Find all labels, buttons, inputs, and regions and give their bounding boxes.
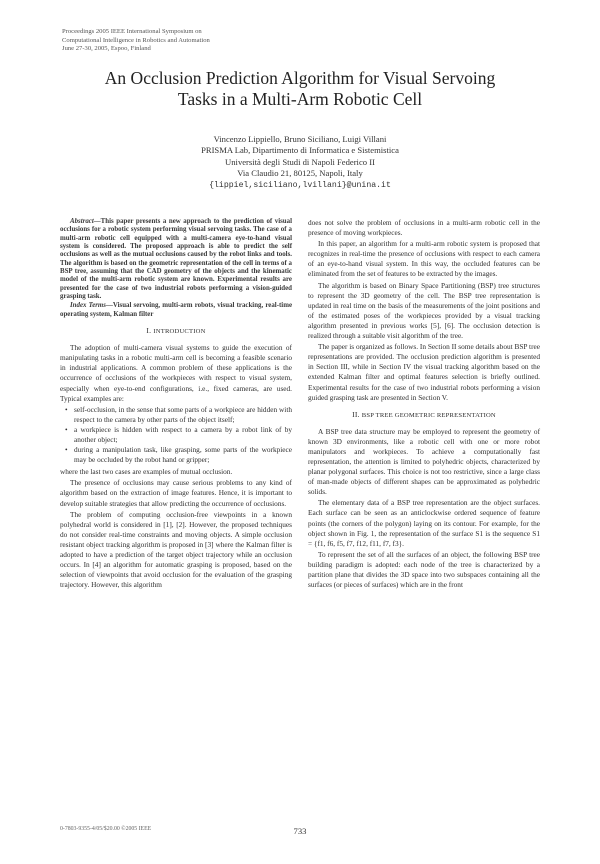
paragraph: The elementary data of a BSP tree representation are the object surfaces. Each surface can be seen as an anticlockwise ordered sequence of feature points (the corners of the polygon) laying on its contour. For example, for the object shown in Fig. 1, the representation of the surface S1 is the sequence S1 = {f1, f6, f5, f7, f12, f11, f7, f3}. [308,498,540,548]
bullet-item: • self-occlusion, in the sense that some parts of a workpiece are hidden with respect to the camera by other parts of the object itself; [74,405,292,425]
paragraph: does not solve the problem of occlusions in a multi-arm robotic cell in the presence of moving workpieces. [308,218,540,238]
paragraph: In this paper, an algorithm for a multi-arm robotic system is proposed that recognizes in real-time the presence of occlusions with respect to each camera of an eye-to-hand visual system. In this way, the occluded features can be eliminated from the set of features to be extracted by the images. [308,239,540,279]
copyright-footer: 0-7803-9355-4/05/$20.00 ©2005 IEEE [60,826,152,832]
section-title: INTRODUCTION [153,328,206,336]
section-number: I. [146,326,152,336]
title-line: An Occlusion Prediction Algorithm for Visual Servoing [104,68,496,88]
author-emails: {lippiel,siciliano,lvillani}@unina.it [209,180,391,190]
right-column [308,218,540,591]
abstract-label: Abstract— [70,218,101,225]
paper-title [40,68,560,110]
section-title: BSP TREE GEOMETRIC REPRESENTATION [361,411,496,419]
index-terms-text: Visual servoing, multi-arm robots, visual tracking, real-time operating system, Kalman filter [60,302,293,318]
abstract [60,218,292,301]
author-names: Vincenzo Lippiello, Bruno Siciliano, Luigi Villani [213,134,387,144]
author-university: Università degli Studi di Napoli Federico II [225,156,375,167]
paragraph: The problem of computing occlusion-free viewpoints in a known polyhedral world is considered in [1], [2]. However, the proposed techniques do not consider real-time constraints and moving objects. A simple occlusion resistant object tracking algorithm is proposed in [3] where the Kalman filter is adopted to have a prediction of the target object trajectory while an occlusion occurs. In [4] an algorithm for automatic grasping is proposed, based on the selection of viewpoints that avoid occlusion for the evaluation of the grasping trajectory. However, this algorithm [60,509,292,590]
index-terms [60,302,292,319]
author-block [100,134,500,191]
paragraph: A BSP tree data structure may be employed to represent the geometry of known 3D environments, like a robotic cell with one or more robot manipulators and workpieces. To achieve a computationally fast representation, the attention is limited to polyhedric objects, characterized by planar polygonal surfaces. This choice is not too restrictive, since a large class of man-made objects of different shapes can be approximated as polyhedric solids. [308,426,540,497]
paragraph: The paper is organized as follows. In Section II some details about BSP tree representations are provided. The occlusion prediction algorithm is presented in Section III, while in Section IV the visual tracking algorithm based on the extended Kalman filter and optimal features selection is briefly outlined. Experimental results for the case of two industrial robots performing a vision guided grasping task are presented in Section V. [308,342,540,402]
header-line: Proceedings 2005 IEEE International Symposium on [62,28,202,35]
index-terms-label: Index Terms— [70,302,113,310]
title-line: Tasks in a Multi-Arm Robotic Cell [177,89,423,109]
page-number: 733 [293,826,307,836]
left-column [60,218,292,591]
section-heading-bsp [308,409,540,421]
paragraph: The adoption of multi-camera visual systems to guide the execution of manipulating tasks in a robotic multi-arm cell is becoming a feasible scenario in industrial applications. A common problem of these applications is the occurrence of occlusions of the workpieces with respect to visual system, especially when eye-to-end configurations, i.e., fixed cameras, are used. Typical examples are: [60,343,292,403]
paragraph: The algorithm is based on Binary Space Partitioning (BSP) tree structures to represent the 3D geometry of the cell. The BSP tree representation is updated in real time on the basis of the measurements of the joint positions and of the estimated poses of the workpieces provided by a visual tracking algorithm presented in previous works [5], [6]. The occlusion detection is realized through a suitable visit algorithm of the tree. [308,280,540,341]
section-number: II. [352,409,360,419]
section-heading-introduction [60,325,292,337]
bullet-item: • during a manipulation task, like grasping, some parts of the workpiece may be occluded by the robot hand or gripper; [74,445,292,465]
author-address: Via Claudio 21, 80125, Napoli, Italy [237,168,363,179]
header-line: Computational Intelligence in Robotics and Automation [62,36,210,44]
paragraph: To represent the set of all the surfaces of an object, the following BSP tree building paradigm is adopted: each node of the tree is characterized by a partition plane that divides the 3D space into two subspaces containing all the surfaces (or pieces of surfaces) which are in the front [308,549,540,590]
bullet-list [60,405,292,466]
paragraph: The presence of occlusions may cause serious problems to any kind of algorithm based on the extraction of image features. Hence, it is important to develop suitable strategies that allow predicting the occurrence of occlusions. [60,478,292,508]
author-lab: PRISMA Lab, Dipartimento di Informatica e Sistemistica [201,145,399,156]
bullet-item: • a workpiece is hidden with respect to a camera by a robot link of by another object; [74,425,292,445]
conference-header [62,28,210,54]
abstract-text: This paper presents a new approach to the prediction of visual occlusions for a robotic system performing visual servoing tasks. The case of a multi-arm robotic cell equipped with a multi-camera eye-to-hand visual system is considered. The proposed approach is able to predict the self occlusions as well as the mutual occlusions caused by the robot links and tools. The algorithm is based on the geometric representation of the cell in terms of a BSP tree, assuming that the CAD geometry of the objects and the kinematic model of the multi-arm robotic system are known. Experimental results are presented for the case of two industrial robots performing a vision-guided grasping task. [60,218,292,301]
header-line: June 27-30, 2005, Espoo, Finland [62,45,151,53]
paragraph: where the last two cases are examples of mutual occlusion. [60,467,233,477]
